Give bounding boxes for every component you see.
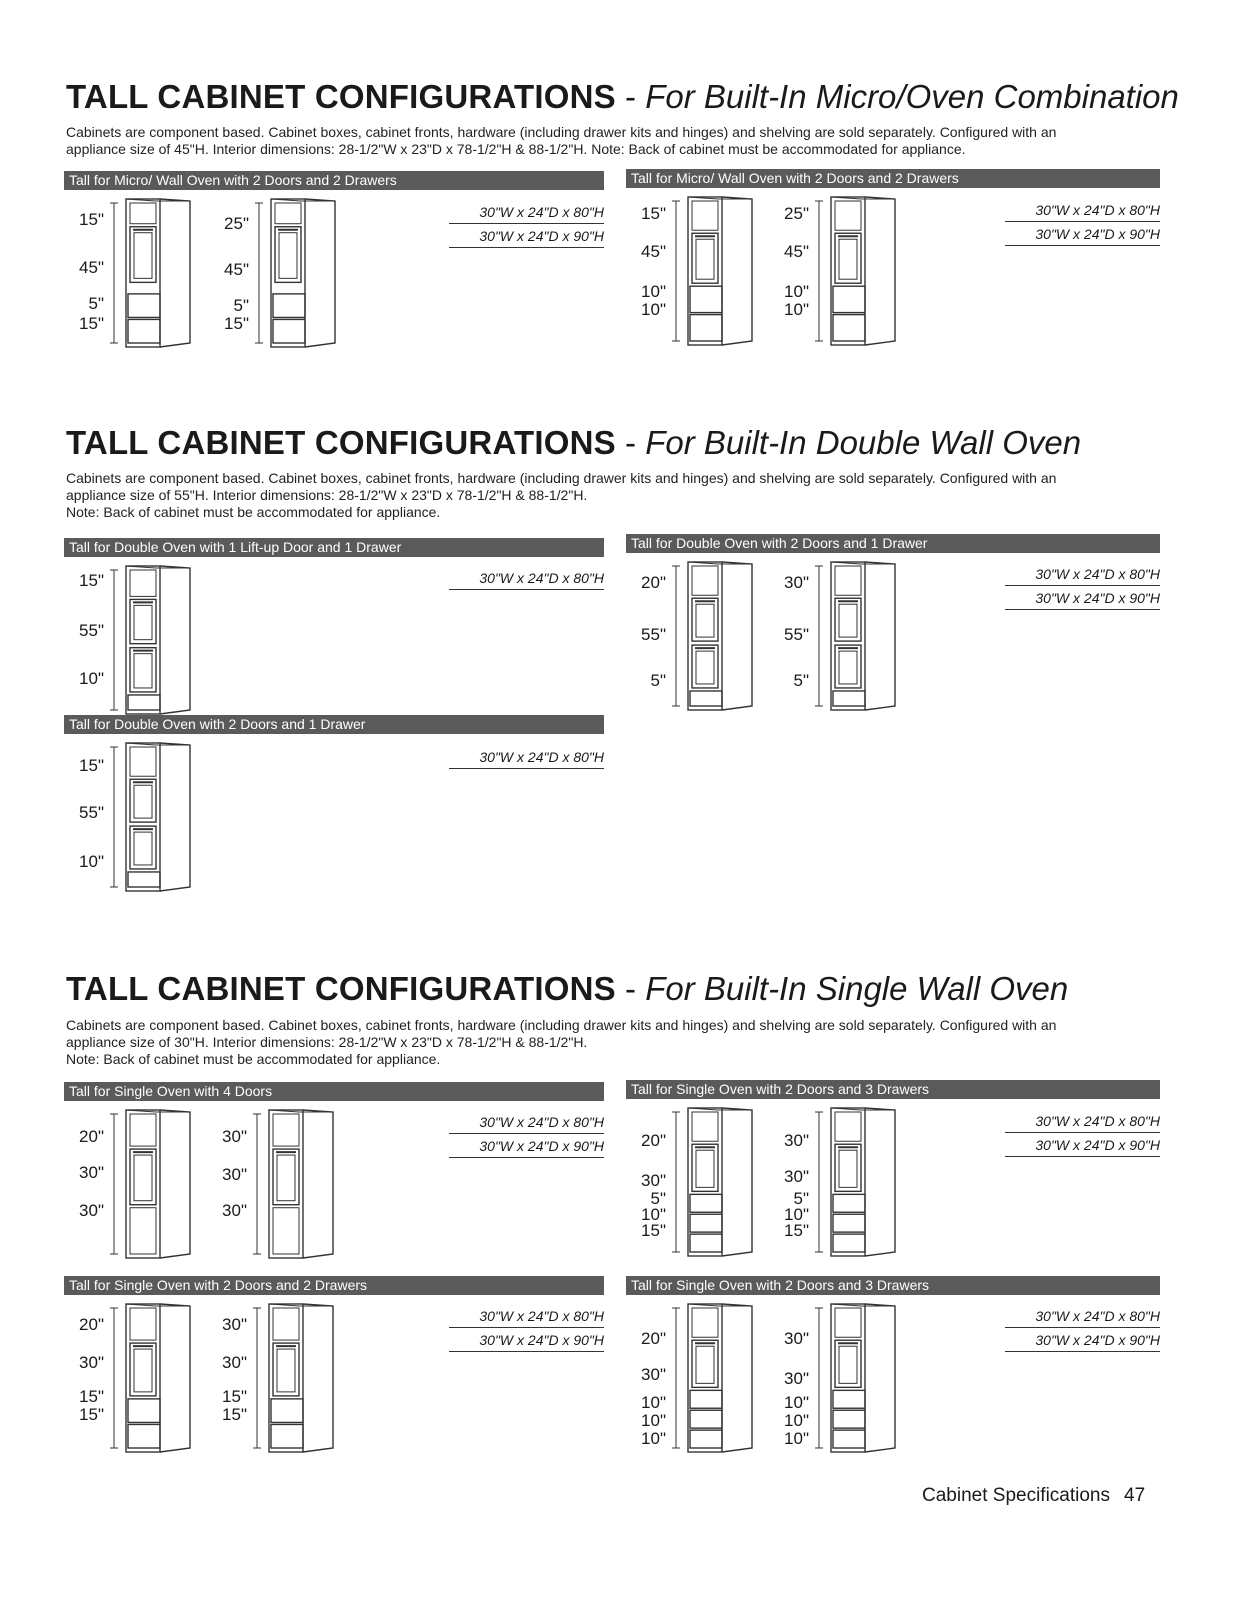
config-panel [64, 715, 604, 895]
cabinet-figure [626, 1102, 776, 1262]
dimension-label: 55" [79, 803, 104, 822]
section-title-dash: - [615, 78, 646, 115]
size-option: 30"W x 24"D x 80"H [449, 749, 604, 769]
dimension-label: 45" [79, 258, 104, 277]
dimension-label: 55" [79, 621, 104, 640]
dimension-label: 30" [784, 1329, 809, 1348]
dimension-label: 30" [641, 1171, 666, 1190]
dimension-label: 10" [784, 282, 809, 301]
size-option: 30"W x 24"D x 90"H [1005, 1332, 1160, 1352]
section-description [66, 470, 1166, 521]
config-panel [64, 538, 604, 718]
dimension-label: 15" [222, 1405, 247, 1424]
dimension-label: 10" [641, 282, 666, 301]
size-option: 30"W x 24"D x 80"H [1005, 566, 1160, 586]
dimension-label: 5" [88, 294, 104, 313]
cabinet-figure [769, 1298, 919, 1458]
dimension-label: 30" [784, 1167, 809, 1186]
panel-header: Tall for Single Oven with 2 Doors and 2 Drawers [64, 1276, 604, 1295]
panel-header: Tall for Single Oven with 2 Doors and 3 Drawers [626, 1080, 1160, 1099]
dimension-label: 15" [79, 314, 104, 333]
cabinet-figure [626, 191, 776, 351]
section-title-bold: TALL CABINET CONFIGURATIONS [66, 970, 616, 1007]
dimension-label: 10" [79, 669, 104, 688]
dimension-label: 15" [79, 1387, 104, 1406]
panel-header: Tall for Single Oven with 2 Doors and 3 Drawers [626, 1276, 1160, 1295]
cabinet-figure [64, 1104, 214, 1264]
dimension-label: 25" [784, 204, 809, 223]
description-line: Cabinets are component based. Cabinet boxes, cabinet fronts, hardware (including drawer kits and hinges) and shelving are sold separately. Configured with an [66, 124, 1057, 140]
size-option: 30"W x 24"D x 90"H [1005, 226, 1160, 246]
dimension-label: 10" [641, 1393, 666, 1412]
dimension-label: 10" [641, 1429, 666, 1448]
dimension-label: 30" [222, 1127, 247, 1146]
panel-header: Tall for Single Oven with 4 Doors [64, 1082, 604, 1101]
cabinet-figure [769, 1102, 919, 1262]
config-panel [626, 1276, 1166, 1456]
dimension-label: 30" [222, 1165, 247, 1184]
size-option: 30"W x 24"D x 80"H [449, 1308, 604, 1328]
size-list [1005, 566, 1160, 614]
dimension-label: 30" [79, 1353, 104, 1372]
cabinet-figure [626, 1298, 776, 1458]
dimension-label: 30" [222, 1353, 247, 1372]
panel-header: Tall for Micro/ Wall Oven with 2 Doors and 2 Drawers [64, 171, 604, 190]
dimension-label: 15" [641, 204, 666, 223]
size-list [449, 1114, 604, 1162]
dimension-label: 10" [784, 300, 809, 319]
dimension-label: 30" [79, 1163, 104, 1182]
cabinet-figure [209, 193, 359, 353]
panel-header: Tall for Micro/ Wall Oven with 2 Doors and 2 Drawers [626, 169, 1160, 188]
panel-header: Tall for Double Oven with 1 Lift-up Door and 1 Drawer [64, 538, 604, 557]
description-line: appliance size of 55"H. Interior dimensions: 28-1/2"W x 23"D x 78-1/2"H & 88-1/2"H. [66, 487, 588, 503]
section-title-dash: - [615, 424, 646, 461]
dimension-label: 45" [224, 260, 249, 279]
dimension-label: 30" [784, 1131, 809, 1150]
dimension-label: 55" [784, 625, 809, 644]
dimension-label: 45" [641, 242, 666, 261]
dimension-label: 10" [784, 1411, 809, 1430]
dimension-label: 30" [222, 1201, 247, 1220]
description-line: appliance size of 30"H. Interior dimensions: 28-1/2"W x 23"D x 78-1/2"H & 88-1/2"H. [66, 1034, 588, 1050]
dimension-label: 25" [224, 214, 249, 233]
section-title [66, 972, 1068, 1005]
size-option: 30"W x 24"D x 90"H [449, 1138, 604, 1158]
cabinet-figure [626, 556, 776, 716]
size-option: 30"W x 24"D x 80"H [1005, 1113, 1160, 1133]
cabinet-figure [207, 1298, 357, 1458]
config-panel [626, 1080, 1166, 1260]
description-line: Note: Back of cabinet must be accommodated for appliance. [66, 504, 441, 520]
size-list [1005, 1113, 1160, 1161]
size-option: 30"W x 24"D x 80"H [1005, 1308, 1160, 1328]
dimension-label: 20" [641, 1131, 666, 1150]
size-option: 30"W x 24"D x 80"H [1005, 202, 1160, 222]
size-list [449, 204, 604, 252]
config-panel [64, 1276, 604, 1456]
dimension-label: 45" [784, 242, 809, 261]
cabinet-figure [207, 1104, 357, 1264]
dimension-label: 15" [79, 1405, 104, 1424]
size-option: 30"W x 24"D x 90"H [1005, 1137, 1160, 1157]
size-option: 30"W x 24"D x 80"H [449, 1114, 604, 1134]
dimension-label: 30" [79, 1201, 104, 1220]
description-line: Cabinets are component based. Cabinet boxes, cabinet fronts, hardware (including drawer kits and hinges) and shelving are sold separately. Configured with an [66, 470, 1057, 486]
section-title-italic: For Built-In Double Wall Oven [645, 424, 1082, 461]
description-line: Cabinets are component based. Cabinet boxes, cabinet fronts, hardware (including drawer kits and hinges) and shelving are sold separately. Configured with an [66, 1017, 1057, 1033]
dimension-label: 5" [793, 671, 809, 690]
dimension-label: 10" [641, 1205, 666, 1224]
dimension-label: 15" [641, 1221, 666, 1240]
dimension-label: 5" [233, 296, 249, 315]
dimension-label: 10" [784, 1205, 809, 1224]
size-option: 30"W x 24"D x 80"H [449, 570, 604, 590]
section-title-dash: - [615, 970, 646, 1007]
size-option: 30"W x 24"D x 90"H [1005, 590, 1160, 610]
size-list [449, 570, 604, 594]
section-title-italic: For Built-In Single Wall Oven [645, 970, 1069, 1007]
dimension-label: 20" [79, 1315, 104, 1334]
cabinet-figure [64, 193, 214, 353]
section-title-italic: For Built-In Micro/Oven Combination [645, 78, 1179, 115]
section-description [66, 1017, 1166, 1068]
cabinet-figure [64, 737, 214, 897]
cabinet-figure [64, 1298, 214, 1458]
dimension-label: 15" [224, 314, 249, 333]
config-panel [64, 171, 604, 351]
panel-header: Tall for Double Oven with 2 Doors and 1 Drawer [626, 534, 1160, 553]
dimension-label: 30" [784, 1369, 809, 1388]
description-line: Note: Back of cabinet must be accommodated for appliance. [66, 1051, 441, 1067]
dimension-label: 55" [641, 625, 666, 644]
section-title [66, 426, 1081, 459]
config-panel [626, 169, 1166, 349]
dimension-label: 10" [79, 852, 104, 871]
size-list [449, 749, 604, 773]
dimension-label: 15" [79, 756, 104, 775]
config-panel [64, 1082, 604, 1262]
dimension-label: 30" [222, 1315, 247, 1334]
section-title-bold: TALL CABINET CONFIGURATIONS [66, 78, 616, 115]
description-line: appliance size of 45"H. Interior dimensions: 28-1/2"W x 23"D x 78-1/2"H & 88-1/2"H. Note: Back of cabinet must be accommodated for appliance. [66, 141, 966, 157]
size-option: 30"W x 24"D x 90"H [449, 228, 604, 248]
cabinet-figure [769, 191, 919, 351]
cabinet-figure [64, 560, 214, 720]
dimension-label: 5" [650, 671, 666, 690]
dimension-label: 20" [641, 1329, 666, 1348]
page-footer [922, 1485, 1145, 1507]
size-list [1005, 1308, 1160, 1356]
cabinet-figure [769, 556, 919, 716]
dimension-label: 15" [784, 1221, 809, 1240]
dimension-label: 10" [784, 1393, 809, 1412]
dimension-label: 30" [641, 1365, 666, 1384]
dimension-label: 15" [222, 1387, 247, 1406]
section-description [66, 124, 1166, 158]
dimension-label: 5" [650, 1189, 666, 1208]
section-title [66, 80, 1179, 113]
dimension-label: 20" [641, 573, 666, 592]
dimension-label: 10" [641, 300, 666, 319]
dimension-label: 5" [793, 1189, 809, 1208]
dimension-label: 10" [641, 1411, 666, 1430]
dimension-label: 10" [784, 1429, 809, 1448]
dimension-label: 20" [79, 1127, 104, 1146]
dimension-label: 15" [79, 571, 104, 590]
size-list [449, 1308, 604, 1356]
page-number: 47 [1124, 1485, 1146, 1506]
size-option: 30"W x 24"D x 80"H [449, 204, 604, 224]
panel-header: Tall for Double Oven with 2 Doors and 1 Drawer [64, 715, 604, 734]
config-panel [626, 534, 1166, 714]
size-option: 30"W x 24"D x 90"H [449, 1332, 604, 1352]
dimension-label: 30" [784, 573, 809, 592]
section-title-bold: TALL CABINET CONFIGURATIONS [66, 424, 616, 461]
dimension-label: 15" [79, 210, 104, 229]
footer-label: Cabinet Specifications [922, 1485, 1110, 1506]
size-list [1005, 202, 1160, 250]
